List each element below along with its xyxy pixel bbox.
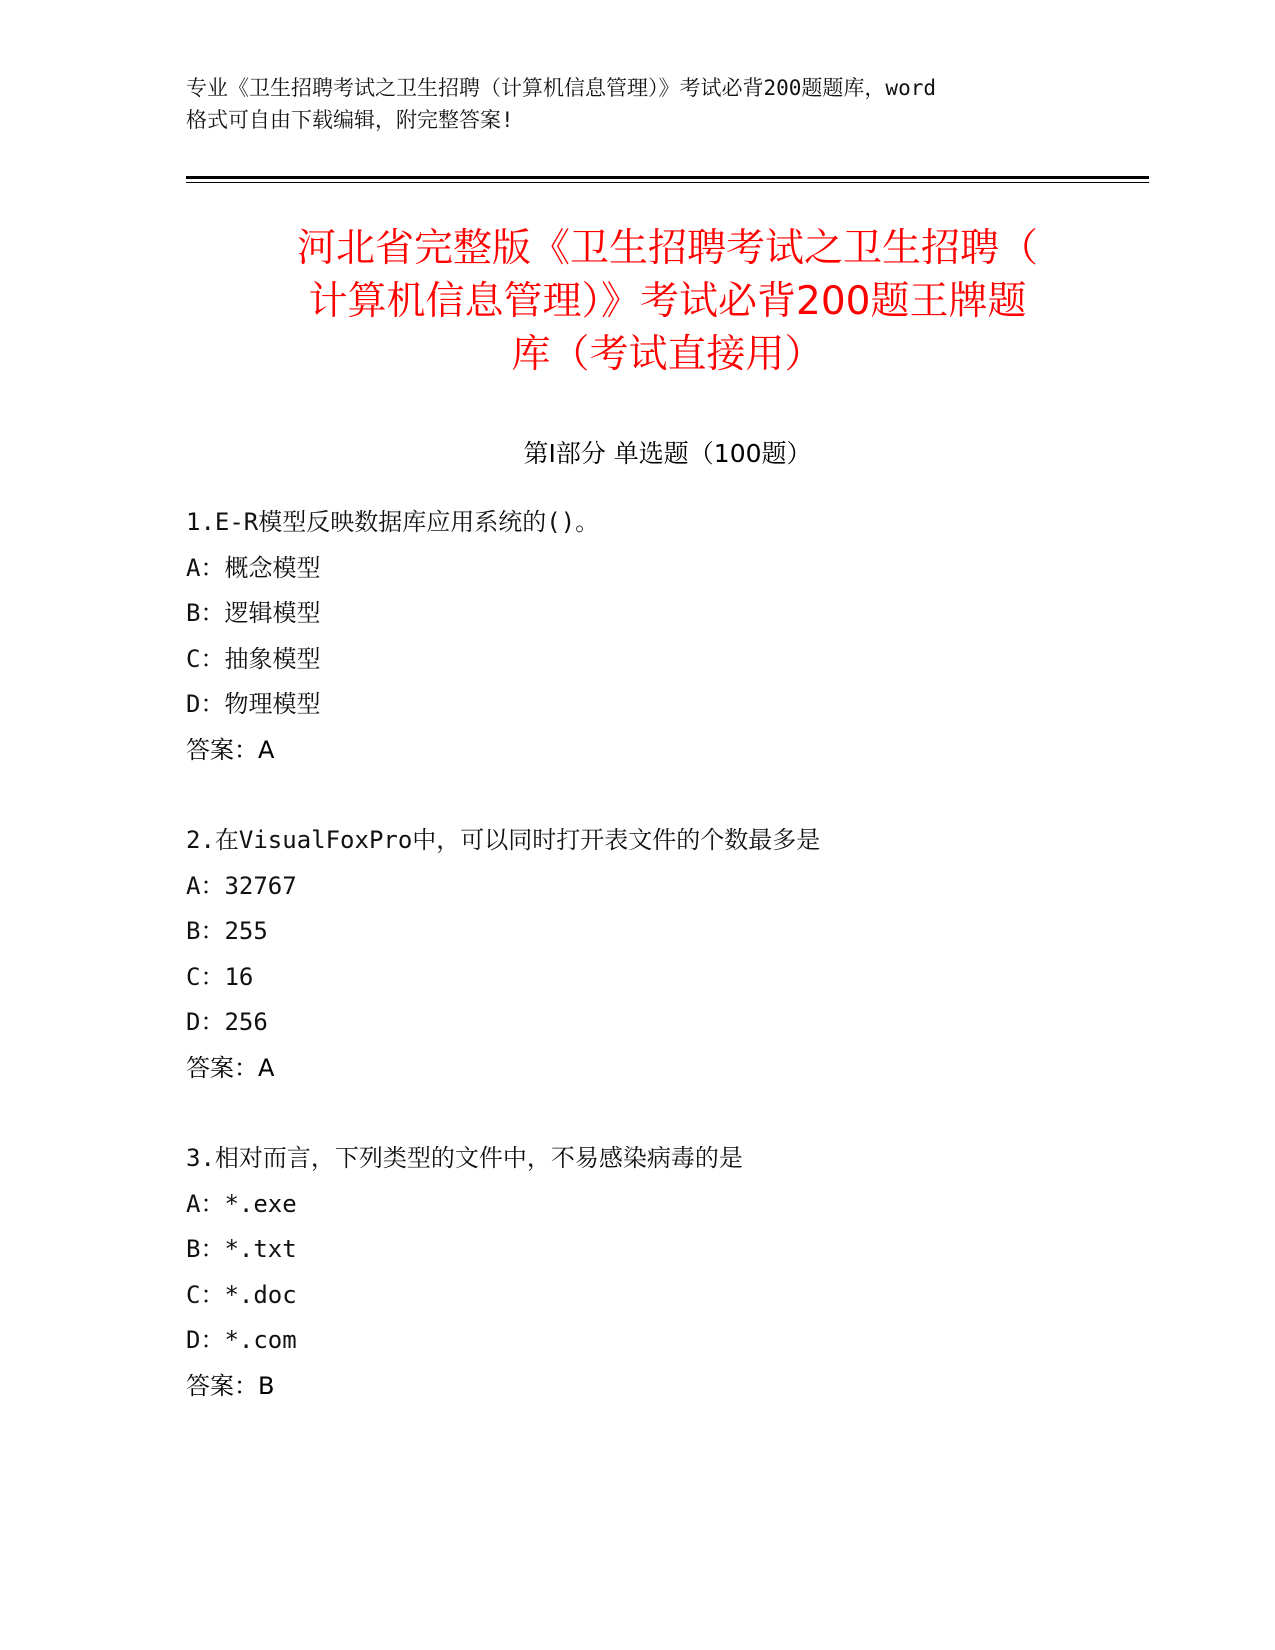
answer-line xyxy=(186,1046,1149,1092)
question-3 xyxy=(186,1136,1149,1409)
option-text: 32767 xyxy=(224,871,297,900)
question-stem: 3.相对而言，下列类型的文件中，不易感染病毒的是 xyxy=(186,1144,743,1172)
option-a: A：*.exe xyxy=(186,1182,1149,1228)
answer-line xyxy=(186,1364,1149,1410)
option-label: B xyxy=(186,1235,201,1263)
option-label: A xyxy=(186,553,201,582)
option-text: *.exe xyxy=(224,1189,297,1218)
option-c: C：*.doc xyxy=(186,1273,1149,1319)
header-divider-thick xyxy=(186,176,1149,179)
option-text: 255 xyxy=(224,917,268,945)
header-note-line-2: 格式可自由下载编辑，附完整答案! xyxy=(186,108,514,132)
option-a: A：32767 xyxy=(186,864,1149,910)
option-d: D：256 xyxy=(186,1000,1149,1046)
question-stem: 1.E-R模型反映数据库应用系统的()。 xyxy=(186,508,600,536)
answer-line xyxy=(186,728,1149,774)
answer-value: B xyxy=(258,1371,275,1400)
option-label: A xyxy=(186,1189,201,1218)
option-text: 逻辑模型 xyxy=(224,599,321,627)
option-c: C：抽象模型 xyxy=(186,637,1149,683)
answer-value: A xyxy=(258,735,275,764)
option-label: D xyxy=(186,1008,201,1036)
option-label: B xyxy=(186,599,201,627)
option-text: 物理模型 xyxy=(224,690,321,718)
option-text: 16 xyxy=(224,962,254,991)
option-b: B：逻辑模型 xyxy=(186,591,1149,637)
question-1 xyxy=(186,500,1149,773)
option-label: B xyxy=(186,917,201,945)
option-d: D：*.com xyxy=(186,1318,1149,1364)
option-label: C xyxy=(186,1280,201,1309)
option-label: C xyxy=(186,962,201,991)
document-title xyxy=(186,222,1149,381)
option-text: *.doc xyxy=(224,1280,297,1309)
answer-label: 答案： xyxy=(186,735,258,764)
option-a: A：概念模型 xyxy=(186,546,1149,592)
section-heading: 第Ⅰ部分 单选题（100题） xyxy=(523,439,812,468)
option-text: *.txt xyxy=(224,1235,297,1263)
option-label: D xyxy=(186,1326,201,1354)
option-c: C：16 xyxy=(186,955,1149,1001)
document-title-line-1: 河北省完整版《卫生招聘考试之卫生招聘（ xyxy=(296,226,1038,271)
option-b: B：*.txt xyxy=(186,1227,1149,1273)
option-label: D xyxy=(186,690,201,718)
option-d: D：物理模型 xyxy=(186,682,1149,728)
option-text: *.com xyxy=(224,1326,297,1354)
question-stem: 2.在VisualFoxPro中，可以同时打开表文件的个数最多是 xyxy=(186,826,821,854)
answer-label: 答案： xyxy=(186,1053,258,1082)
option-label: A xyxy=(186,871,201,900)
option-b: B：255 xyxy=(186,909,1149,955)
header-divider-thin xyxy=(186,182,1149,183)
document-title-line-2: 计算机信息管理）》考试必背200题王牌题 xyxy=(308,279,1027,324)
answer-value: A xyxy=(258,1053,275,1082)
option-text: 抽象模型 xyxy=(224,644,321,673)
question-2 xyxy=(186,818,1149,1091)
option-text: 概念模型 xyxy=(224,553,321,582)
option-text: 256 xyxy=(224,1008,268,1036)
header-note xyxy=(186,72,1086,136)
option-label: C xyxy=(186,644,201,673)
document-title-line-3: 库（考试直接用） xyxy=(511,332,824,377)
header-note-line-1: 专业《卫生招聘考试之卫生招聘（计算机信息管理）》考试必背200题题库，word xyxy=(186,76,936,100)
answer-label: 答案： xyxy=(186,1371,258,1400)
